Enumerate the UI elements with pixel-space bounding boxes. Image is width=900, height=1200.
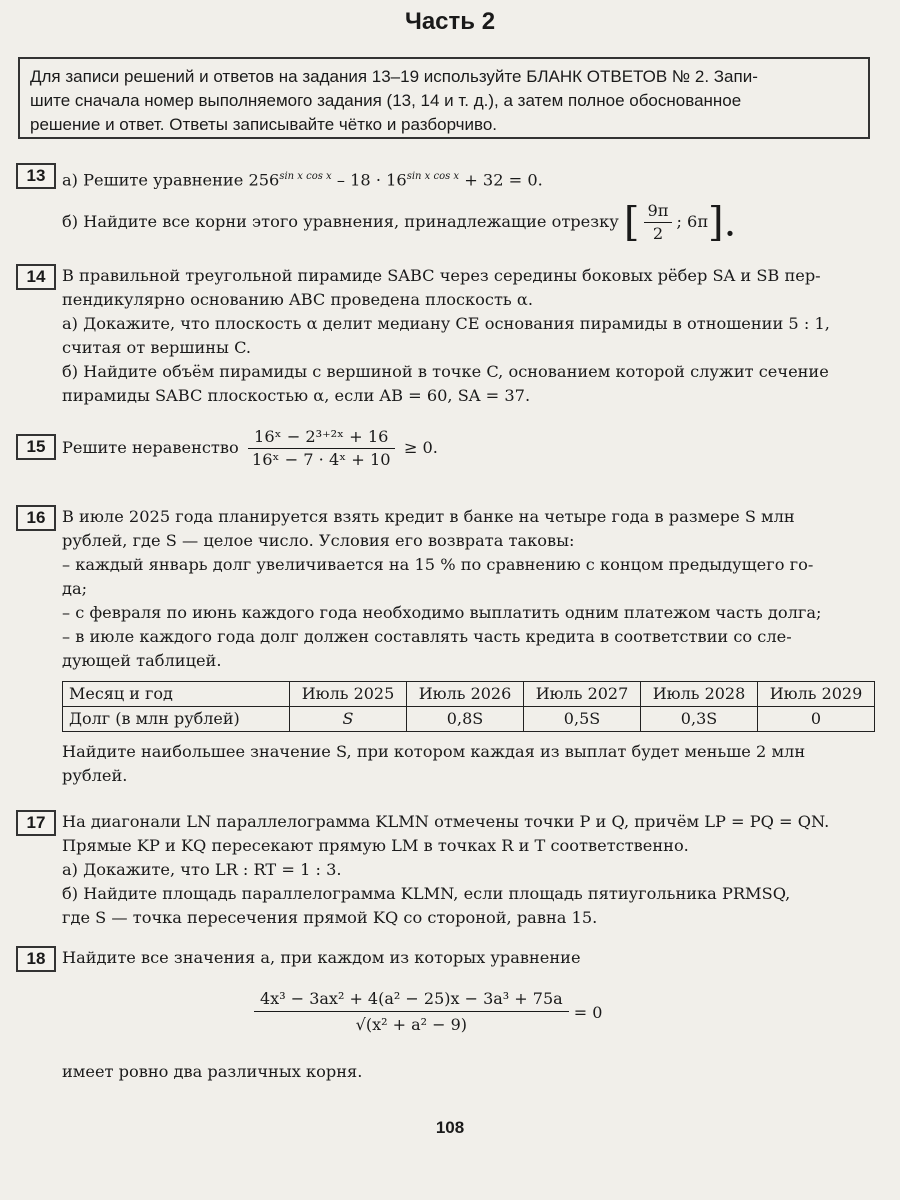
task-15-inequality: Решите неравенство $\frac{\text{16ˣ − 2³⁺²ˣ + 16}}{\text{16ˣ − 7 · 4ˣ + 10}}$ ≥ 0. bbox=[62, 427, 438, 469]
task-line: Найдите наибольшее значение S, при котором каждая из выплат будет меньше 2 млн bbox=[62, 742, 806, 761]
table-header-cell: Июль 2029 bbox=[758, 682, 875, 707]
task-16 bbox=[16, 505, 886, 788]
task-line: где S — точка пересечения прямой KQ со стороной, равна 15. bbox=[62, 908, 598, 927]
task-number: 18 bbox=[16, 946, 56, 972]
task-line: а) Докажите, что LR : RT = 1 : 3. bbox=[62, 860, 342, 879]
task-13-part-a: а) Решите уравнение $256^{sin x cos x} - 18 \cdot 16^{sin x cos x} + 32 = 0$. bbox=[62, 170, 543, 190]
fraction: $\frac{\text{4x³ − 3ax² + 4(a² − 25)x − 3a³ + 75a}}{\text{√(x² + a² − 9)}}$ bbox=[254, 987, 569, 1038]
instructions-box bbox=[18, 57, 870, 139]
table-cell: 0,8S bbox=[407, 707, 524, 732]
table-cell: 0 bbox=[758, 707, 875, 732]
task-17 bbox=[16, 810, 886, 930]
task-line: считая от вершины C. bbox=[62, 338, 252, 357]
task-line: имеет ровно два различных корня. bbox=[62, 1062, 363, 1081]
task-number: 13 bbox=[16, 163, 56, 189]
task-number: 17 bbox=[16, 810, 56, 836]
instructions-line: шите сначала номер выполняемого задания (13, 14 и т. д.), а затем полное обоснованное bbox=[30, 91, 742, 110]
task-line: б) Найдите объём пирамиды с вершиной в точке C, основанием которой служит сечение bbox=[62, 362, 829, 381]
task-14 bbox=[16, 264, 886, 408]
task-line: рублей, где S — целое число. Условия его возврата таковы: bbox=[62, 531, 575, 550]
task-18 bbox=[16, 946, 886, 970]
task-13-part-b: б) Найдите все корни этого уравнения, принадлежащие отрезку [ $\frac{9\pi}{2}$ ; 6π]. bbox=[62, 199, 737, 246]
table-cell: Долг (в млн рублей) bbox=[63, 707, 290, 732]
task-line: да; bbox=[62, 579, 88, 598]
task-line: – с февраля по июнь каждого года необходимо выплатить одним платежом часть долга; bbox=[62, 603, 822, 622]
table-cell: 0,3S bbox=[641, 707, 758, 732]
task-line: рублей. bbox=[62, 766, 128, 785]
fraction: $\frac{\text{16ˣ − 2³⁺²ˣ + 16}}{\text{16ˣ − 7 · 4ˣ + 10}}$ bbox=[248, 426, 395, 471]
page-number: 108 bbox=[435, 1118, 465, 1137]
task-line: пендикулярно основанию ABC проведена плоскость α. bbox=[62, 290, 533, 309]
task-line: пирамиды SABC плоскостью α, если AB = 60, SA = 37. bbox=[62, 386, 531, 405]
task-line: В правильной треугольной пирамиде SABC через середины боковых рёбер SA и SB пер- bbox=[62, 266, 821, 285]
part-title: Часть 2 bbox=[404, 8, 496, 35]
task-line: – в июле каждого года долг должен составлять часть кредита в соответствии со сле- bbox=[62, 627, 792, 646]
task-number: 14 bbox=[16, 264, 56, 290]
table-header-cell: Месяц и год bbox=[63, 682, 290, 707]
table-header-cell: Июль 2025 bbox=[290, 682, 407, 707]
instructions-line: решение и ответ. Ответы записывайте чётко и разборчиво. bbox=[30, 115, 498, 134]
table-cell: S bbox=[290, 707, 407, 732]
task-line: а) Докажите, что плоскость α делит медиану CE основания пирамиды в отношении 5 : 1, bbox=[62, 314, 830, 333]
task-line: На диагонали LN параллелограмма KLMN отмечены точки P и Q, причём LP = PQ = QN. bbox=[62, 812, 830, 831]
task-15 bbox=[16, 426, 886, 471]
fraction: $\frac{9\pi}{2}$ bbox=[644, 200, 673, 245]
task-line: Прямые KP и KQ пересекают прямую LM в точках R и T соответственно. bbox=[62, 836, 689, 855]
task-18-outro bbox=[16, 1060, 886, 1084]
task-line: Найдите все значения a, при каждом из которых уравнение bbox=[62, 948, 581, 967]
task-18-equation: $\frac{\text{4x³ − 3ax² + 4(a² − 25)x − 3a³ + 75a}}{\text{√(x² + a² − 9)}}$ = 0 bbox=[254, 987, 602, 1038]
task-line: дующей таблицей. bbox=[62, 651, 222, 670]
task-13 bbox=[16, 163, 886, 245]
task-line: – каждый январь долг увеличивается на 15 % по сравнению с концом предыдущего го- bbox=[62, 555, 814, 574]
table-header-row bbox=[63, 682, 875, 707]
task-number: 15 bbox=[16, 434, 56, 460]
table-row bbox=[63, 707, 875, 732]
table-header-cell: Июль 2026 bbox=[407, 682, 524, 707]
task-line: б) Найдите площадь параллелограмма KLMN, если площадь пятиугольника PRMSQ, bbox=[62, 884, 791, 903]
credit-table bbox=[62, 681, 875, 732]
table-cell: 0,5S bbox=[524, 707, 641, 732]
task-number: 16 bbox=[16, 505, 56, 531]
instructions-line: Для записи решений и ответов на задания 13–19 используйте БЛАНК ОТВЕТОВ № 2. Запи- bbox=[30, 67, 758, 86]
table-header-cell: Июль 2028 bbox=[641, 682, 758, 707]
table-header-cell: Июль 2027 bbox=[524, 682, 641, 707]
task-line: В июле 2025 года планируется взять кредит в банке на четыре года в размере S млн bbox=[62, 507, 795, 526]
